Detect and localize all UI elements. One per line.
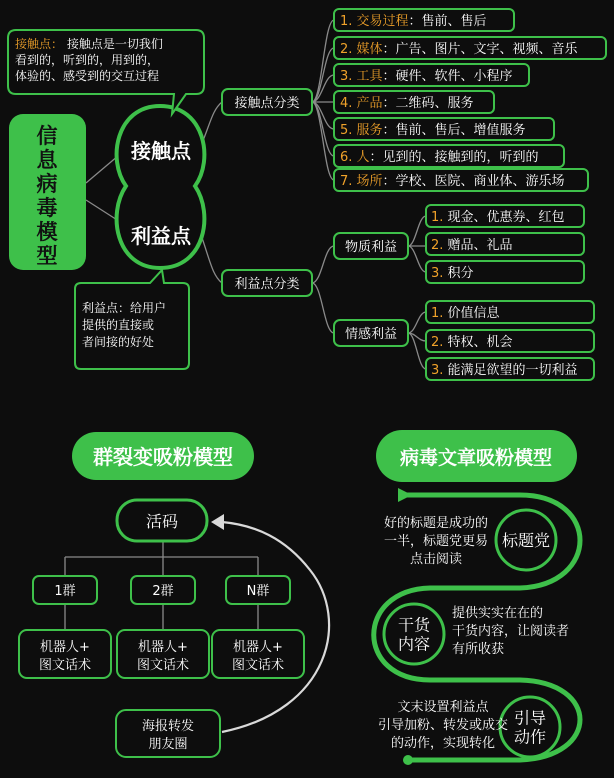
- group-label: N群: [246, 584, 270, 599]
- touch-item: [340, 122, 526, 138]
- touch-category-box: [222, 89, 312, 115]
- article-step-label: 动作: [513, 727, 547, 747]
- emotional-item: [431, 362, 578, 378]
- touch-note-head: 接触点：: [15, 37, 64, 51]
- emotional-item-text: 价值信息: [443, 306, 500, 321]
- robot-line2: 图文话术: [231, 658, 285, 673]
- touch-item: [340, 41, 579, 57]
- touch-point-label: 接触点: [131, 139, 191, 163]
- emotional-item: [431, 305, 501, 321]
- article-step-desc: 提供实实在在的: [452, 606, 544, 621]
- benefit-point-label: 利益点: [131, 224, 191, 248]
- benefit-note-line2: 提供的直接或: [82, 318, 155, 332]
- touch-item-text: ：售前、售后、增值服务: [382, 123, 526, 138]
- touch-item-text: ：硬件、软件、小程序: [382, 69, 513, 84]
- material-item: [431, 209, 565, 225]
- emotional-item: [431, 334, 513, 350]
- touch-item: [340, 95, 474, 111]
- material-item-text: 现金、优惠券、红包: [443, 210, 565, 225]
- share-line1: 海报转发: [141, 719, 195, 734]
- robot-line1: 机器人+: [233, 640, 283, 655]
- touch-item-head: 4. 产品: [340, 96, 383, 111]
- touch-item-head: 5. 服务: [340, 123, 383, 138]
- material-label: 物质利益: [344, 240, 398, 255]
- benefit-category-box: [222, 270, 312, 296]
- benefit-category-label: 利益点分类: [234, 277, 300, 292]
- fission-root-label: 活码: [145, 512, 179, 531]
- robot-line2: 图文话术: [136, 658, 190, 673]
- material-items-list: [426, 205, 584, 283]
- touch-item-text: ：二维码、服务: [382, 96, 474, 111]
- article-step-desc: 有所收获: [452, 642, 505, 657]
- fission-return-arrow: [211, 514, 329, 732]
- robot-line1: 机器人+: [40, 640, 90, 655]
- article-step-desc: 点击阅读: [409, 552, 463, 567]
- article-step-desc: 干货内容，让阅读者: [452, 624, 570, 639]
- fission-share-node: [116, 710, 220, 757]
- material-item-text: 赠品、礼品: [443, 238, 513, 253]
- touch-item: [340, 149, 539, 165]
- material-box: [334, 233, 408, 259]
- robot-line1: 机器人+: [138, 640, 188, 655]
- svg-text:接触点： 接触点是一切我们: [15, 36, 163, 51]
- emotional-label: 情感利益: [344, 327, 398, 342]
- article-step-desc: 的动作，实现转化: [390, 736, 496, 751]
- virus-model-section: [8, 9, 606, 380]
- group-label: 2群: [152, 584, 174, 599]
- group-label: 1群: [54, 584, 76, 599]
- material-item-number: 2.: [431, 238, 444, 253]
- article-step-label: 标题党: [501, 531, 551, 550]
- virus-model-title: 信息病毒模型: [36, 124, 58, 268]
- benefit-note-line1: 利益点：给用户: [82, 301, 167, 315]
- share-line2: 朋友圈: [148, 737, 188, 752]
- material-item-text: 积分: [443, 266, 474, 281]
- touch-point-note: [8, 30, 204, 114]
- robot-line2: 图文话术: [38, 658, 92, 673]
- article-step-desc: 引导加粉、转发或成交: [377, 718, 509, 733]
- article-step-desc: 一半，标题党更易: [383, 534, 489, 549]
- material-item-number: 3.: [431, 266, 444, 281]
- article-step-label: 干货: [397, 615, 431, 635]
- emotional-items-list: [426, 301, 594, 380]
- emotional-item-number: 3.: [431, 363, 444, 378]
- virus-model-title-box: [9, 114, 86, 270]
- article-step-label: 引导: [513, 708, 547, 728]
- touch-item: [340, 68, 513, 84]
- material-item-number: 1.: [431, 210, 444, 225]
- touch-item-head: 6. 人: [340, 150, 370, 165]
- touch-note-line2: 看到的，听到的，用到的，: [15, 53, 160, 67]
- touch-item-head: 2. 媒体: [340, 42, 383, 57]
- touch-category-label: 接触点分类: [234, 96, 300, 111]
- touch-item-head: 7. 场所: [340, 174, 383, 189]
- touch-benefit-peanut: [117, 106, 205, 268]
- emotional-item-number: 1.: [431, 306, 444, 321]
- touch-items-list: [334, 9, 606, 191]
- fission-title: 群裂变吸粉模型: [93, 445, 233, 469]
- fission-groups: [19, 576, 304, 678]
- benefit-point-note: [75, 270, 189, 369]
- article-title: 病毒文章吸粉模型: [399, 447, 553, 469]
- emotional-item-number: 2.: [431, 335, 444, 350]
- touch-item: [340, 13, 487, 29]
- touch-item: [340, 173, 565, 189]
- article-step-desc: 文末设置利益点: [397, 700, 489, 715]
- fission-root-node: [117, 500, 207, 541]
- touch-note-line1: 接触点是一切我们: [66, 37, 163, 51]
- emotional-item-text: 能满足欲望的一切利益: [443, 363, 578, 378]
- article-steps: [378, 510, 569, 757]
- article-step-label: 内容: [397, 634, 431, 654]
- touch-note-line3: 体验的、感受到的交互过程: [15, 69, 160, 83]
- touch-item-head: 3. 工具: [340, 69, 383, 84]
- touch-item-text: ：学校、医院、商业体、游乐场: [382, 174, 565, 189]
- fission-model-section: [19, 432, 329, 757]
- emotional-box: [334, 320, 408, 346]
- emotional-item-text: 特权、机会: [443, 335, 513, 350]
- touch-item-head: 1. 交易过程: [340, 14, 409, 29]
- touch-item-text: ：售前、售后: [408, 14, 487, 29]
- touch-item-text: ：广告、图片、文字、视频、音乐: [382, 42, 578, 57]
- article-flow-start-arrow: [398, 488, 412, 502]
- article-flow-end-dot: [403, 755, 413, 765]
- article-step-desc: 好的标题是成功的: [383, 516, 489, 531]
- article-model-section: [374, 430, 580, 765]
- touch-item-text: ：见到的、接触到的，听到的: [369, 150, 539, 165]
- material-item: [431, 266, 474, 281]
- material-item: [431, 238, 513, 253]
- benefit-note-line3: 者间接的好处: [82, 335, 155, 349]
